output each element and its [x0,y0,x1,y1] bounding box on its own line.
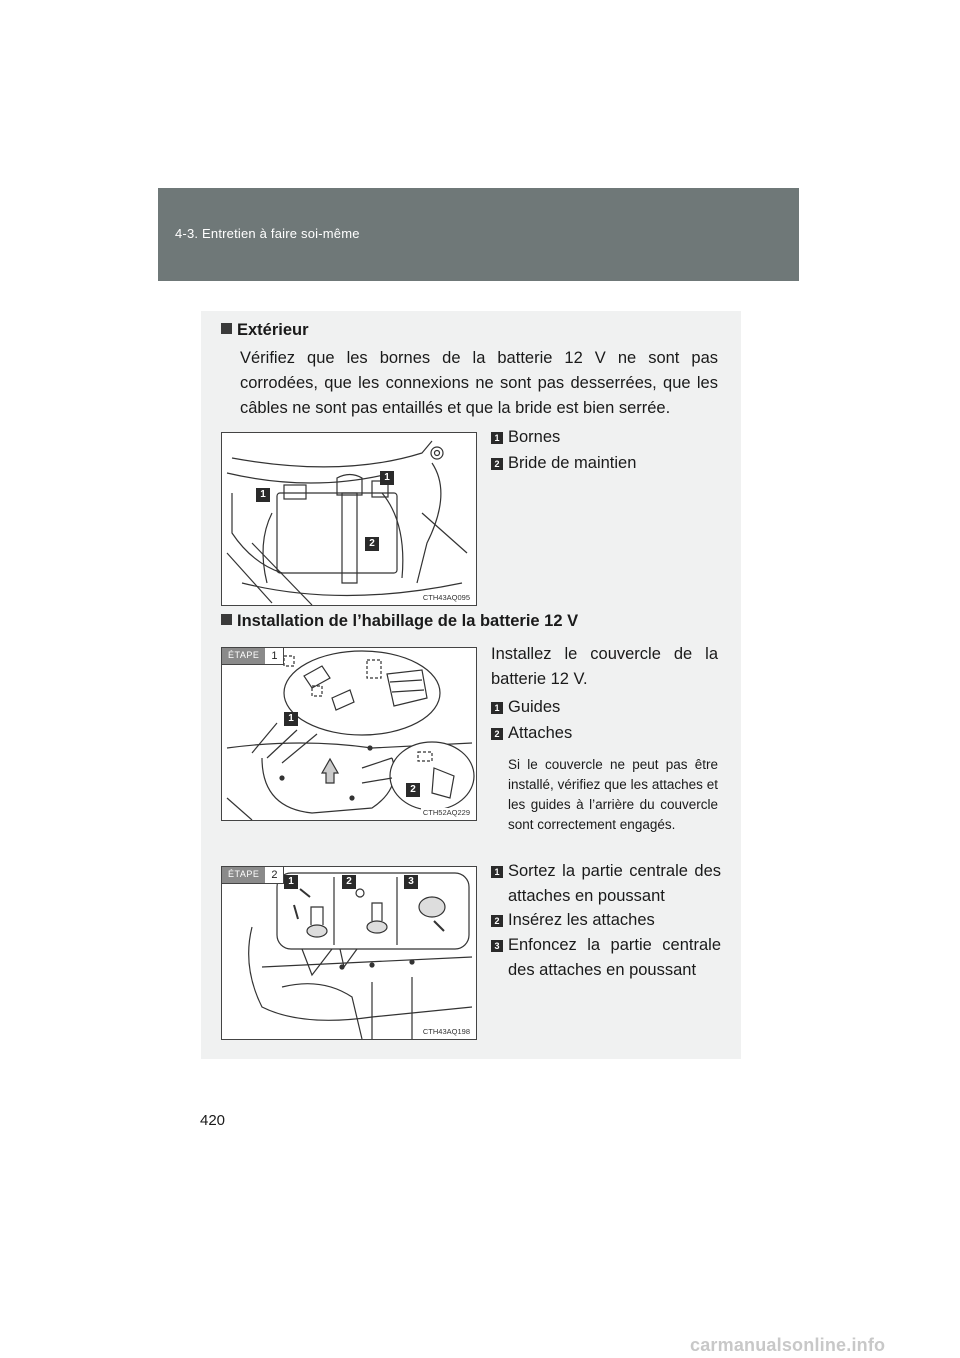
battery-illustration [222,433,476,605]
figure-label-2: 2 [365,537,379,551]
figure-code: CTH43AQ198 [422,1027,470,1036]
step2-figure [221,866,477,1040]
watermark: carmanualsonline.info [690,1335,886,1355]
figure-label-2: 2 [406,783,420,797]
figure-label-1b: 1 [380,471,394,485]
square-bullet-icon [221,323,232,334]
callout-step2-1 [491,859,721,909]
callout-text: Bornes [508,428,561,446]
figure-label-1: 1 [284,875,298,889]
number-badge: 1 [491,432,503,444]
exterior-title: Extérieur [237,321,309,339]
callout-step2-2 [491,908,721,933]
step1-note: Si le couvercle ne peut pas être installé, vérifiez que les attaches et les guides à l’arrière du couvercle sont correctement engagés. [508,757,718,832]
callout-text: Insérez les attaches [508,911,655,929]
step-badge [222,648,284,665]
step-badge-label: ÉTAPE [222,648,265,664]
section-header-title: 4-3. Entretien à faire soi-même [175,226,360,241]
number-badge: 2 [491,728,503,740]
callout-text: Sortez la partie centrale des attaches en poussant [508,862,721,905]
figure-code: CTH52AQ229 [422,808,470,817]
battery-figure [221,432,477,606]
cover-install-illustration [222,648,476,820]
callout-text: Bride de maintien [508,454,637,472]
step1-figure [221,647,477,821]
installation-heading [221,612,578,631]
square-bullet-icon [221,614,232,625]
step-badge [222,867,284,884]
callout-text: Guides [508,698,561,716]
installation-title: Installation de l’habillage de la batterie 12 V [237,612,579,630]
figure-label-1: 1 [284,712,298,726]
callout-guides [491,695,721,720]
figure-label-2: 2 [342,875,356,889]
number-badge: 1 [491,866,503,878]
page-number: 420 [200,1112,226,1129]
exterior-text: Vérifiez que les bornes de la batterie 12 V ne sont pas corrodées, que les connexions ne sont pas desserrées, que les câbles ne sont pas entaillés et que la bride est bien serrée. [240,349,718,417]
callout-step2-3 [491,933,721,983]
step-badge-number: 1 [271,650,278,662]
exterior-heading [221,321,309,340]
callout-bride [491,451,721,476]
callout-attaches [491,721,721,746]
step-badge-number: 2 [271,869,278,881]
figure-label-3: 3 [404,875,418,889]
callout-text: Attaches [508,724,573,742]
number-badge: 1 [491,702,503,714]
number-badge: 2 [491,915,503,927]
step1-instruction: Installez le couvercle de la batterie 12 V. [491,645,718,688]
callout-bornes [491,425,721,450]
number-badge: 3 [491,940,503,952]
figure-code: CTH43AQ095 [422,593,470,602]
clip-install-illustration [222,867,476,1039]
step-badge-label: ÉTAPE [222,867,265,883]
number-badge: 2 [491,458,503,470]
callout-text: Enfoncez la partie centrale des attaches en poussant [508,936,721,979]
figure-label-1: 1 [256,488,270,502]
